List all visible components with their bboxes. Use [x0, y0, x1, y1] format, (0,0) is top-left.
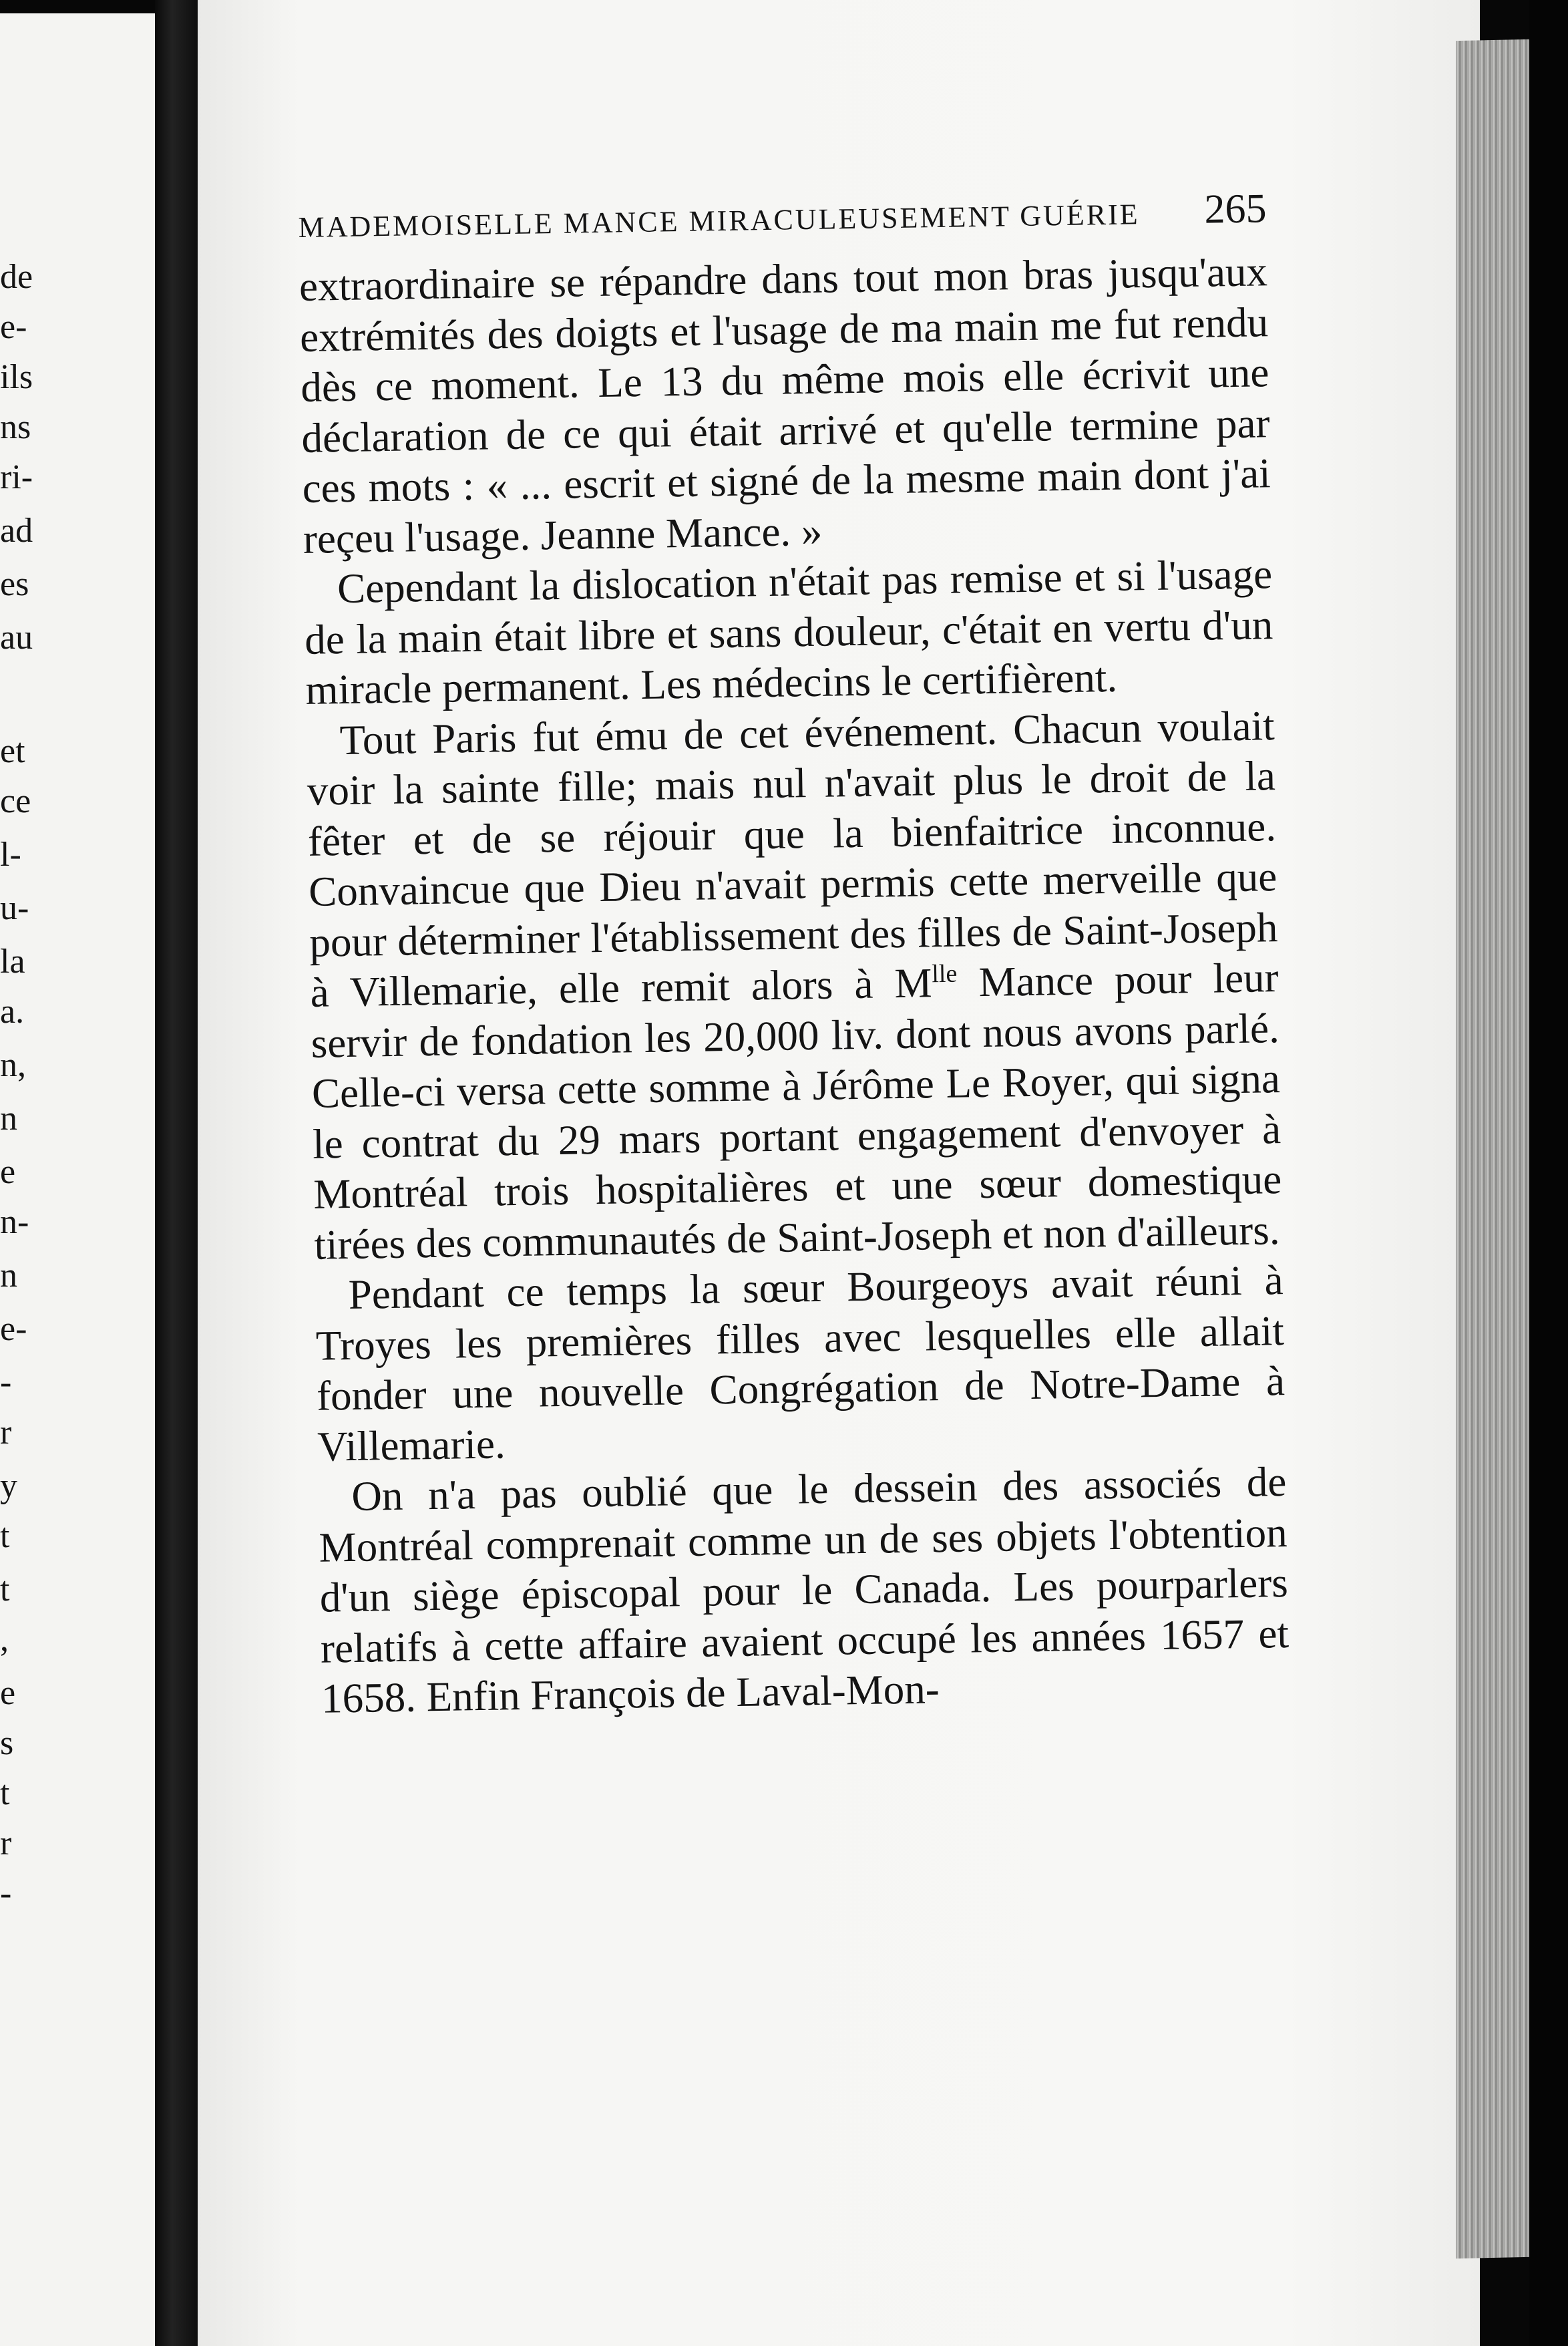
paragraph: Cependant la dislocation n'était pas remise et si l'usage de la main était libre et sans douleur, c'était en vertu d'un miracle permanent. Les médecins le certifièrent. — [304, 550, 1273, 713]
left-line-fragment: la — [0, 943, 25, 981]
left-line-fragment: ri- — [0, 458, 33, 496]
paragraph: On n'a pas oublié que le dessein des associés de Montréal comprenait comme un de ses objets l'obtention d'un siège épiscopal pour le Canada. Les pourparlers relatifs à cette affaire avaient occupé les années 1657 et 1658. Enfin François de Laval-Mon- — [319, 1458, 1290, 1722]
left-line-fragment: t — [0, 1517, 10, 1555]
left-line-fragment: u- — [0, 889, 29, 927]
left-line-fragment: , — [0, 1621, 9, 1659]
book-gutter — [155, 0, 198, 2346]
left-line-fragment: e- — [0, 1310, 27, 1348]
left-line-fragment: l- — [0, 836, 21, 874]
left-line-fragment: ils — [0, 358, 33, 396]
left-line-fragment: e- — [0, 308, 27, 346]
left-line-fragment: ad — [0, 512, 33, 550]
left-line-fragment: t — [0, 1774, 10, 1812]
page-number: 265 — [1203, 186, 1267, 232]
left-line-fragment: es — [0, 565, 29, 603]
left-line-fragment: n — [0, 1256, 17, 1295]
left-line-fragment: e — [0, 1674, 16, 1712]
left-line-fragment: - — [0, 1874, 12, 1912]
left-line-fragment: e — [0, 1153, 16, 1191]
paragraph: extraordinaire se répandre dans tout mon bras jusqu'aux extrémités des doigts et l'usage de ma main me fut rendu dès ce moment. Le 13 du même mois elle écrivit une déclaration de ce qui était arrivé et qu'elle termine par ces mots : « ... escrit et signé de la mesme main dont j'ai reçeu l'usage. Jeanne Mance. » — [299, 248, 1271, 562]
paragraph-text: Mance pour leur servir de fondation les 20,000 liv. dont nous avons parlé. Celle-ci versa cette somme à Jérôme Le Royer, qui signa le contrat du 29 mars portant engagement d'envoyer à Montréal trois hospitalières et une sœur domestique tirées des communautés de Saint-Joseph et non d'ailleurs. — [311, 954, 1282, 1269]
left-line-fragment: n- — [0, 1203, 29, 1241]
left-line-fragment: et — [0, 732, 25, 770]
running-head-title: MADEMOISELLE MANCE MIRACULEUSEMENT GUÉRIE — [298, 198, 1140, 244]
abbreviation-superscript: lle — [931, 959, 958, 989]
left-facing-page — [0, 13, 155, 2346]
left-line-fragment: n, — [0, 1046, 26, 1084]
left-line-fragment: y — [0, 1467, 17, 1505]
left-line-fragment: au — [0, 619, 33, 657]
paragraph: Pendant ce temps la sœur Bourgeoys avait réuni à Troyes les premières filles avec lesquelles elle allait fonder une nouvelle Congrégation de Notre-Dame à Villemarie. — [315, 1256, 1286, 1470]
left-line-fragment: r — [0, 1824, 12, 1862]
left-line-fragment: t — [0, 1570, 10, 1609]
left-line-fragment: n — [0, 1100, 17, 1138]
body-text — [299, 246, 1290, 1724]
left-line-fragment: de — [0, 258, 33, 296]
paragraph — [306, 701, 1283, 1271]
paragraph-text: Tout Paris fut ému de cet événement. Chacun voulait voir la sainte fille; mais nul n'avait plus le droit de la fêter et de se réjouir que la bienfaitrice inconnue. Convaincue que Dieu n'avait permis cette merveille que pour déterminer l'établissement des filles de Saint-Joseph à Villemarie, elle remit alors à M — [307, 701, 1278, 1016]
book-page — [198, 0, 1480, 2346]
left-line-fragment: r — [0, 1413, 12, 1452]
left-line-fragment: - — [0, 1363, 12, 1401]
left-line-fragment: ce — [0, 782, 31, 820]
left-line-fragment: a. — [0, 993, 25, 1031]
page-fore-edges — [1456, 39, 1529, 2258]
scan-border — [1529, 0, 1568, 2346]
left-line-fragment: ns — [0, 408, 31, 446]
left-line-fragment: s — [0, 1724, 14, 1762]
page-text-block — [298, 185, 1290, 1724]
